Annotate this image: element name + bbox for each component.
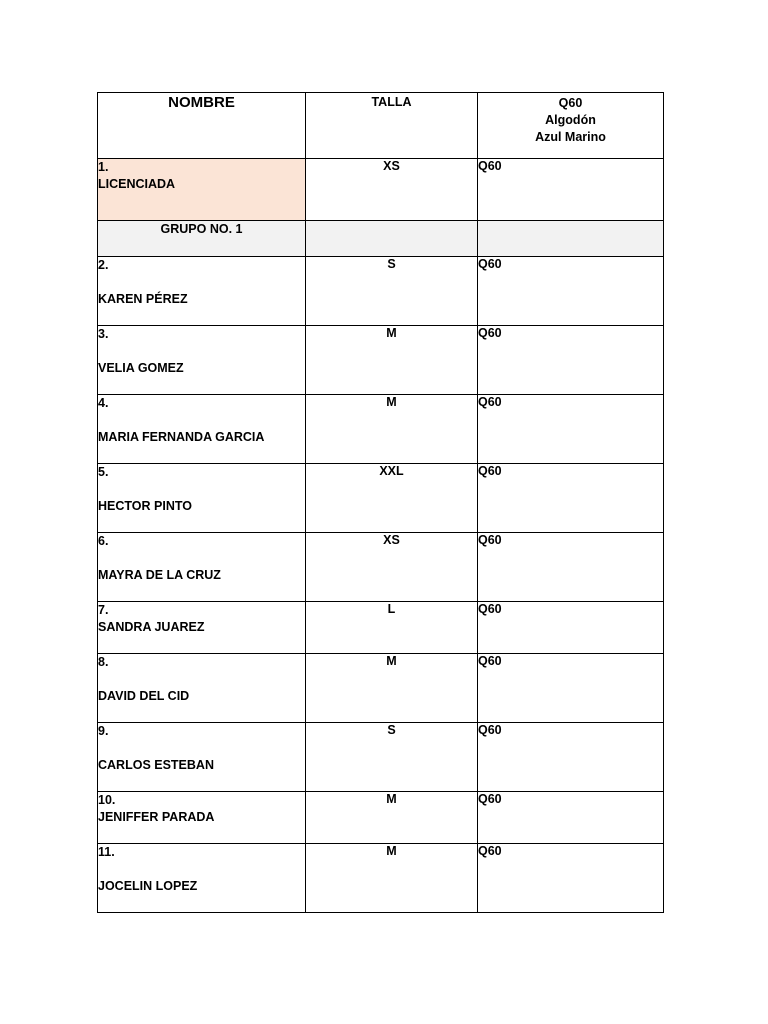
person-name: LICENCIADA bbox=[98, 177, 176, 191]
price-cell: Q60 bbox=[478, 792, 664, 844]
name-cell bbox=[98, 326, 306, 395]
row-number: 9. bbox=[98, 724, 109, 738]
size-cell: XS bbox=[306, 159, 478, 221]
price-cell: Q60 bbox=[478, 159, 664, 221]
column-header-name: NOMBRE bbox=[98, 93, 306, 159]
person-name: JOCELIN LOPEZ bbox=[98, 879, 198, 893]
size-cell: M bbox=[306, 326, 478, 395]
empty-cell bbox=[478, 221, 664, 257]
person-name: VELIA GOMEZ bbox=[98, 361, 184, 375]
size-cell: M bbox=[306, 844, 478, 913]
person-name: KAREN PÉREZ bbox=[98, 292, 188, 306]
table-row bbox=[98, 464, 664, 533]
table-row bbox=[98, 602, 664, 654]
table-row bbox=[98, 533, 664, 602]
column-header-size: TALLA bbox=[306, 93, 478, 159]
row-number: 10. bbox=[98, 793, 116, 807]
roster-rows bbox=[98, 257, 664, 913]
table-row bbox=[98, 326, 664, 395]
price-cell: Q60 bbox=[478, 533, 664, 602]
row-number: 7. bbox=[98, 603, 109, 617]
name-cell bbox=[98, 654, 306, 723]
price-cell: Q60 bbox=[478, 723, 664, 792]
person-name: DAVID DEL CID bbox=[98, 689, 190, 703]
row-number: 2. bbox=[98, 258, 109, 272]
header-row bbox=[98, 93, 664, 159]
price-cell: Q60 bbox=[478, 654, 664, 723]
size-cell: S bbox=[306, 723, 478, 792]
price-cell: Q60 bbox=[478, 326, 664, 395]
column-header-price bbox=[478, 93, 664, 159]
empty-cell bbox=[306, 221, 478, 257]
size-cell: XS bbox=[306, 533, 478, 602]
group-row bbox=[98, 221, 664, 257]
size-cell: M bbox=[306, 395, 478, 464]
size-cell: XXL bbox=[306, 464, 478, 533]
row-number: 6. bbox=[98, 534, 109, 548]
table-row bbox=[98, 257, 664, 326]
price-cell: Q60 bbox=[478, 602, 664, 654]
table-row bbox=[98, 654, 664, 723]
size-cell: S bbox=[306, 257, 478, 326]
row-number: 4. bbox=[98, 396, 109, 410]
table-row bbox=[98, 792, 664, 844]
row-number: 1. bbox=[98, 160, 109, 174]
price-cell: Q60 bbox=[478, 844, 664, 913]
price-header-line: Azul Marino bbox=[535, 130, 606, 144]
row-number: 11. bbox=[98, 845, 115, 859]
roster-table bbox=[97, 92, 664, 913]
name-cell bbox=[98, 159, 306, 221]
price-cell: Q60 bbox=[478, 464, 664, 533]
row-number: 5. bbox=[98, 465, 109, 479]
price-header-line: Algodón bbox=[545, 113, 596, 127]
row-number: 8. bbox=[98, 655, 109, 669]
price-cell: Q60 bbox=[478, 257, 664, 326]
person-name: MARIA FERNANDA GARCIA bbox=[98, 430, 265, 444]
name-cell bbox=[98, 533, 306, 602]
row-number: 3. bbox=[98, 327, 109, 341]
roster-sheet bbox=[97, 92, 664, 913]
size-cell: L bbox=[306, 602, 478, 654]
price-cell: Q60 bbox=[478, 395, 664, 464]
person-name: SANDRA JUAREZ bbox=[98, 620, 205, 634]
name-cell bbox=[98, 464, 306, 533]
table-row bbox=[98, 159, 664, 221]
name-cell bbox=[98, 723, 306, 792]
group-label: GRUPO NO. 1 bbox=[98, 221, 306, 257]
name-cell bbox=[98, 257, 306, 326]
size-cell: M bbox=[306, 792, 478, 844]
person-name: JENIFFER PARADA bbox=[98, 810, 215, 824]
price-header-line: Q60 bbox=[558, 96, 583, 110]
person-name: HECTOR PINTO bbox=[98, 499, 192, 513]
table-row bbox=[98, 844, 664, 913]
name-cell bbox=[98, 602, 306, 654]
table-row bbox=[98, 723, 664, 792]
size-cell: M bbox=[306, 654, 478, 723]
name-cell bbox=[98, 395, 306, 464]
name-cell bbox=[98, 792, 306, 844]
table-row bbox=[98, 395, 664, 464]
person-name: CARLOS ESTEBAN bbox=[98, 758, 214, 772]
person-name: MAYRA DE LA CRUZ bbox=[98, 568, 221, 582]
name-cell bbox=[98, 844, 306, 913]
